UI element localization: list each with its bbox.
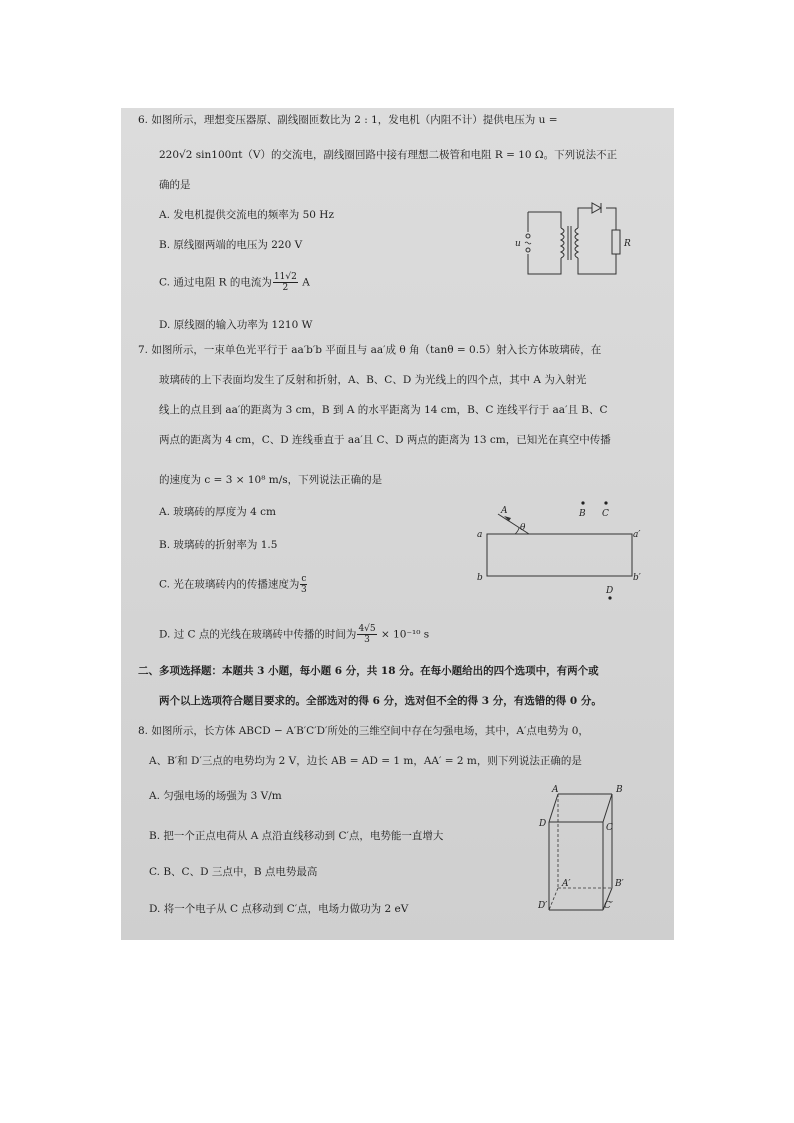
q7-fig-label-a-prime: a′ <box>633 530 641 540</box>
q8-cuboid-figure <box>538 782 638 912</box>
q8-stem-line1: 8. 如图所示，长方体 ABCD − A′B′C′D′所处的三维空间中存在匀强电场，其中，A′点电势为 0， <box>138 725 589 737</box>
q7-option-d-denominator: 3 <box>364 635 370 645</box>
q6-stem-line3: 确的是 <box>159 179 191 191</box>
q7-fig-label-b: b <box>477 573 483 583</box>
q6-option-c-unit: A <box>302 276 310 289</box>
q7-fig-label-b-point: B <box>579 509 586 519</box>
q8-option-b: B. 把一个正点电荷从 A 点沿直线移动到 C′点，电势能一直增大 <box>149 830 444 842</box>
q7-stem-line4: 两点的距离为 4 cm，C、D 连线垂直于 aa′且 C、D 两点的距离为 13 cm，已知光在真空中传播 <box>159 434 611 446</box>
q7-option-c-denominator: 3 <box>301 585 307 595</box>
q7-glass-figure <box>473 494 648 604</box>
q6-option-c-fraction <box>273 272 298 293</box>
q7-option-d-numerator: 4√5 <box>358 624 376 634</box>
q6-option-a: A. 发电机提供交流电的频率为 50 Hz <box>159 209 334 221</box>
q7-option-d-tail: × 10⁻¹⁰ s <box>380 628 430 641</box>
q7-stem-line1: 7. 如图所示，一束单色光平行于 aa′b′b 平面且与 aa′成 θ 角（tanθ = 0.5）射入长方体玻璃砖，在 <box>138 344 602 356</box>
q7-fig-label-a-point: A <box>501 506 508 516</box>
q7-option-a: A. 玻璃砖的厚度为 4 cm <box>159 506 276 518</box>
q8-fig-label-b: B <box>616 785 623 795</box>
diode-icon <box>592 203 601 213</box>
q7-fig-label-theta: θ <box>520 523 526 533</box>
q8-stem-line2: A、B′和 D′三点的电势均为 2 V，边长 AB = AD = 1 m，AA′ = 2 m，则下列说法正确的是 <box>149 755 582 767</box>
q7-stem-line3: 线上的点且到 aa′的距离为 3 cm，B 到 A 的水平距离为 14 cm，B、C 连线平行于 aa′且 B、C <box>159 404 608 416</box>
q6-option-c <box>159 272 310 293</box>
q6-option-b: B. 原线圈两端的电压为 220 V <box>159 239 303 251</box>
q6-fig-label-r: R <box>624 239 631 249</box>
q7-option-c-fraction <box>300 574 307 595</box>
q7-fig-label-b-prime: b′ <box>633 573 641 583</box>
q6-fig-label-u: u <box>515 239 521 249</box>
q6-stem-line1: 6. 如图所示，理想变压器原、副线圈匝数比为 2 : 1，发电机（内阻不计）提供电压为 u = <box>138 114 558 126</box>
q7-option-d <box>159 624 429 645</box>
q8-fig-label-a: A <box>552 785 559 795</box>
q8-fig-label-a-prime: A′ <box>562 879 571 889</box>
q8-fig-label-d: D <box>539 819 547 829</box>
q7-option-b: B. 玻璃砖的折射率为 1.5 <box>159 539 278 551</box>
q6-option-c-text: C. 通过电阻 R 的电流为 <box>159 276 272 289</box>
q6-option-d: D. 原线圈的输入功率为 1210 W <box>159 319 313 331</box>
q8-option-c: C. B、C、D 三点中，B 点电势最高 <box>149 866 318 878</box>
q6-option-c-numerator: 11√2 <box>273 272 297 282</box>
q7-fig-label-c-point: C <box>602 509 609 519</box>
q8-fig-label-b-prime: B′ <box>615 879 624 889</box>
q7-stem-line2: 玻璃砖的上下表面均发生了反射和折射，A、B、C、D 为光线上的四个点，其中 A 为入射光 <box>159 374 587 386</box>
q7-fig-label-d-point: D <box>606 586 614 596</box>
q8-option-a: A. 匀强电场的场强为 3 V/m <box>149 790 282 802</box>
q6-option-c-denominator: 2 <box>282 283 289 293</box>
q8-fig-label-c: C <box>606 823 613 833</box>
q6-stem-line2: 220√2 sin100πt（V）的交流电，副线圈回路中接有理想二极管和电阻 R = 10 Ω。下列说法不正 <box>159 149 618 161</box>
q7-option-d-text: D. 过 C 点的光线在玻璃砖中传播的时间为 <box>159 628 357 641</box>
q7-option-d-fraction <box>357 624 376 645</box>
q7-option-c <box>159 574 308 595</box>
section2-heading-line1: 二、多项选择题：本题共 3 小题，每小题 6 分，共 18 分。在每小题给出的四个选项中，有两个或 <box>138 665 599 677</box>
q7-stem-line5: 的速度为 c = 3 × 10⁸ m/s，下列说法正确的是 <box>159 474 383 486</box>
q7-option-c-numerator: c <box>301 574 307 584</box>
section2-heading-line2: 两个以上选项符合题目要求的。全部选对的得 6 分，选对但不全的得 3 分，有选错的得 0 分。 <box>159 695 602 707</box>
q7-fig-label-a: a <box>477 530 483 540</box>
exam-photo <box>121 108 674 940</box>
q8-option-d: D. 将一个电子从 C 点移动到 C′点，电场力做功为 2 eV <box>149 903 409 915</box>
q6-circuit-figure <box>506 200 636 285</box>
q8-fig-label-d-prime: D′ <box>538 901 548 911</box>
q7-option-c-text: C. 光在玻璃砖内的传播速度为 <box>159 578 300 591</box>
q8-fig-label-c-prime: C′ <box>604 901 613 911</box>
